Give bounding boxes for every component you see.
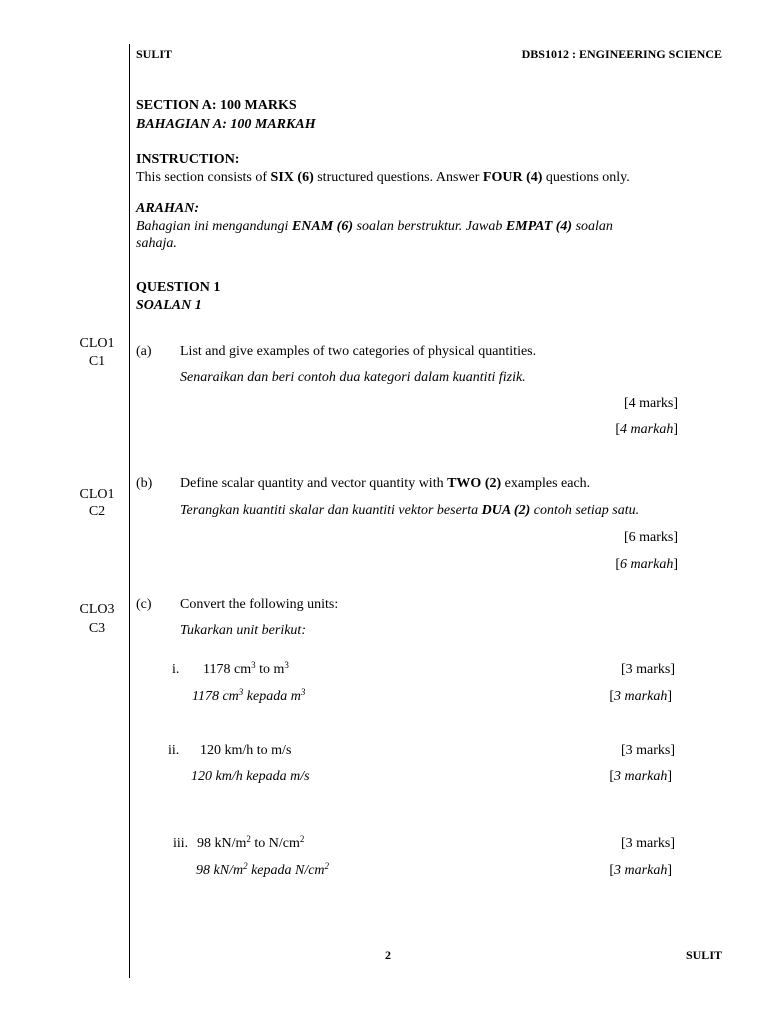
part-c-item-i-number: i. — [172, 662, 180, 677]
instruction-heading-malay: ARAHAN: — [136, 201, 200, 216]
part-c-item-iii-text-malay: 98 $kN/m^2$ kepada $N/cm^2$ — [196, 861, 330, 878]
part-c-item-i-marks: [3 marks] — [620, 662, 675, 677]
section-title: SECTION A: 100 MARKS — [136, 98, 297, 113]
page-number: 2 — [385, 948, 391, 962]
section-title-malay: BAHAGIAN A: 100 MARKAH — [136, 117, 316, 132]
part-c-question-malay: Tukarkan unit berikut: — [180, 623, 306, 638]
instruction-text-malay: Bahagian ini mengandungi ENAM (6) soalan berstruktur. Jawab EMPAT (4) soalan — [136, 219, 613, 234]
instruction-heading: INSTRUCTION: — [136, 152, 240, 167]
part-c-clo: CLO3 — [79, 602, 115, 617]
header-classification: SULIT — [136, 47, 173, 61]
part-b-label: (b) — [136, 476, 153, 491]
footer-classification: SULIT — [685, 948, 722, 962]
part-c-item-iii-marks-malay: [3 markah] — [609, 863, 672, 878]
part-b-marks-malay: [6 markah] — [615, 557, 678, 572]
part-a-clo: CLO1 — [79, 336, 115, 351]
part-c-item-iii-marks: [3 marks] — [620, 836, 675, 851]
part-c-item-ii-text-malay: 120 km/h kepada m/s — [191, 769, 310, 784]
part-c-item-ii-number: ii. — [168, 743, 180, 758]
part-b-question-malay: Terangkan kuantiti skalar dan kuantiti vektor beserta DUA (2) contoh setiap satu. — [180, 503, 640, 518]
part-c-item-ii-text: 120 km/h to m/s — [200, 743, 292, 758]
part-a-marks: [4 marks] — [623, 396, 678, 411]
instruction-text-malay-line2: sahaja. — [136, 236, 177, 251]
part-c-item-ii-marks-malay: [3 markah] — [609, 769, 672, 784]
part-a-label: (a) — [136, 344, 152, 359]
part-c-item-i-text-malay: 1178 $cm^3$ kepada $m^3$ — [192, 687, 306, 704]
part-c-cognitive-level: C3 — [88, 621, 106, 636]
part-b-cognitive-level: C2 — [88, 504, 106, 519]
part-a-marks-malay: [4 markah] — [615, 422, 678, 437]
header-course-title: DBS1012 : ENGINEERING SCIENCE — [521, 47, 722, 61]
part-c-item-iii-number: iii. — [173, 836, 189, 851]
part-c-item-ii-marks: [3 marks] — [620, 743, 675, 758]
part-a-question-malay: Senaraikan dan beri contoh dua kategori dalam kuantiti fizik. — [180, 370, 526, 385]
part-c-item-i-text: 1178 $cm^3$ to $m^3$ — [203, 660, 289, 677]
question-title: QUESTION 1 — [136, 280, 221, 295]
part-b-clo: CLO1 — [79, 487, 115, 502]
left-margin-rule — [129, 44, 130, 978]
part-a-cognitive-level: C1 — [88, 354, 106, 369]
part-b-question: Define scalar quantity and vector quantity with TWO (2) examples each. — [180, 476, 591, 491]
instruction-text: This section consists of SIX (6) structured questions. Answer FOUR (4) questions only. — [136, 170, 630, 185]
part-c-item-i-marks-malay: [3 markah] — [609, 689, 672, 704]
part-c-question: Convert the following units: — [180, 597, 339, 612]
question-title-malay: SOALAN 1 — [136, 298, 202, 313]
part-c-label: (c) — [136, 597, 152, 612]
part-a-question: List and give examples of two categories of physical quantities. — [180, 344, 537, 359]
part-b-marks: [6 marks] — [623, 530, 678, 545]
part-c-item-iii-text: 98 $kN/m^2$ to $N/cm^2$ — [197, 834, 305, 851]
